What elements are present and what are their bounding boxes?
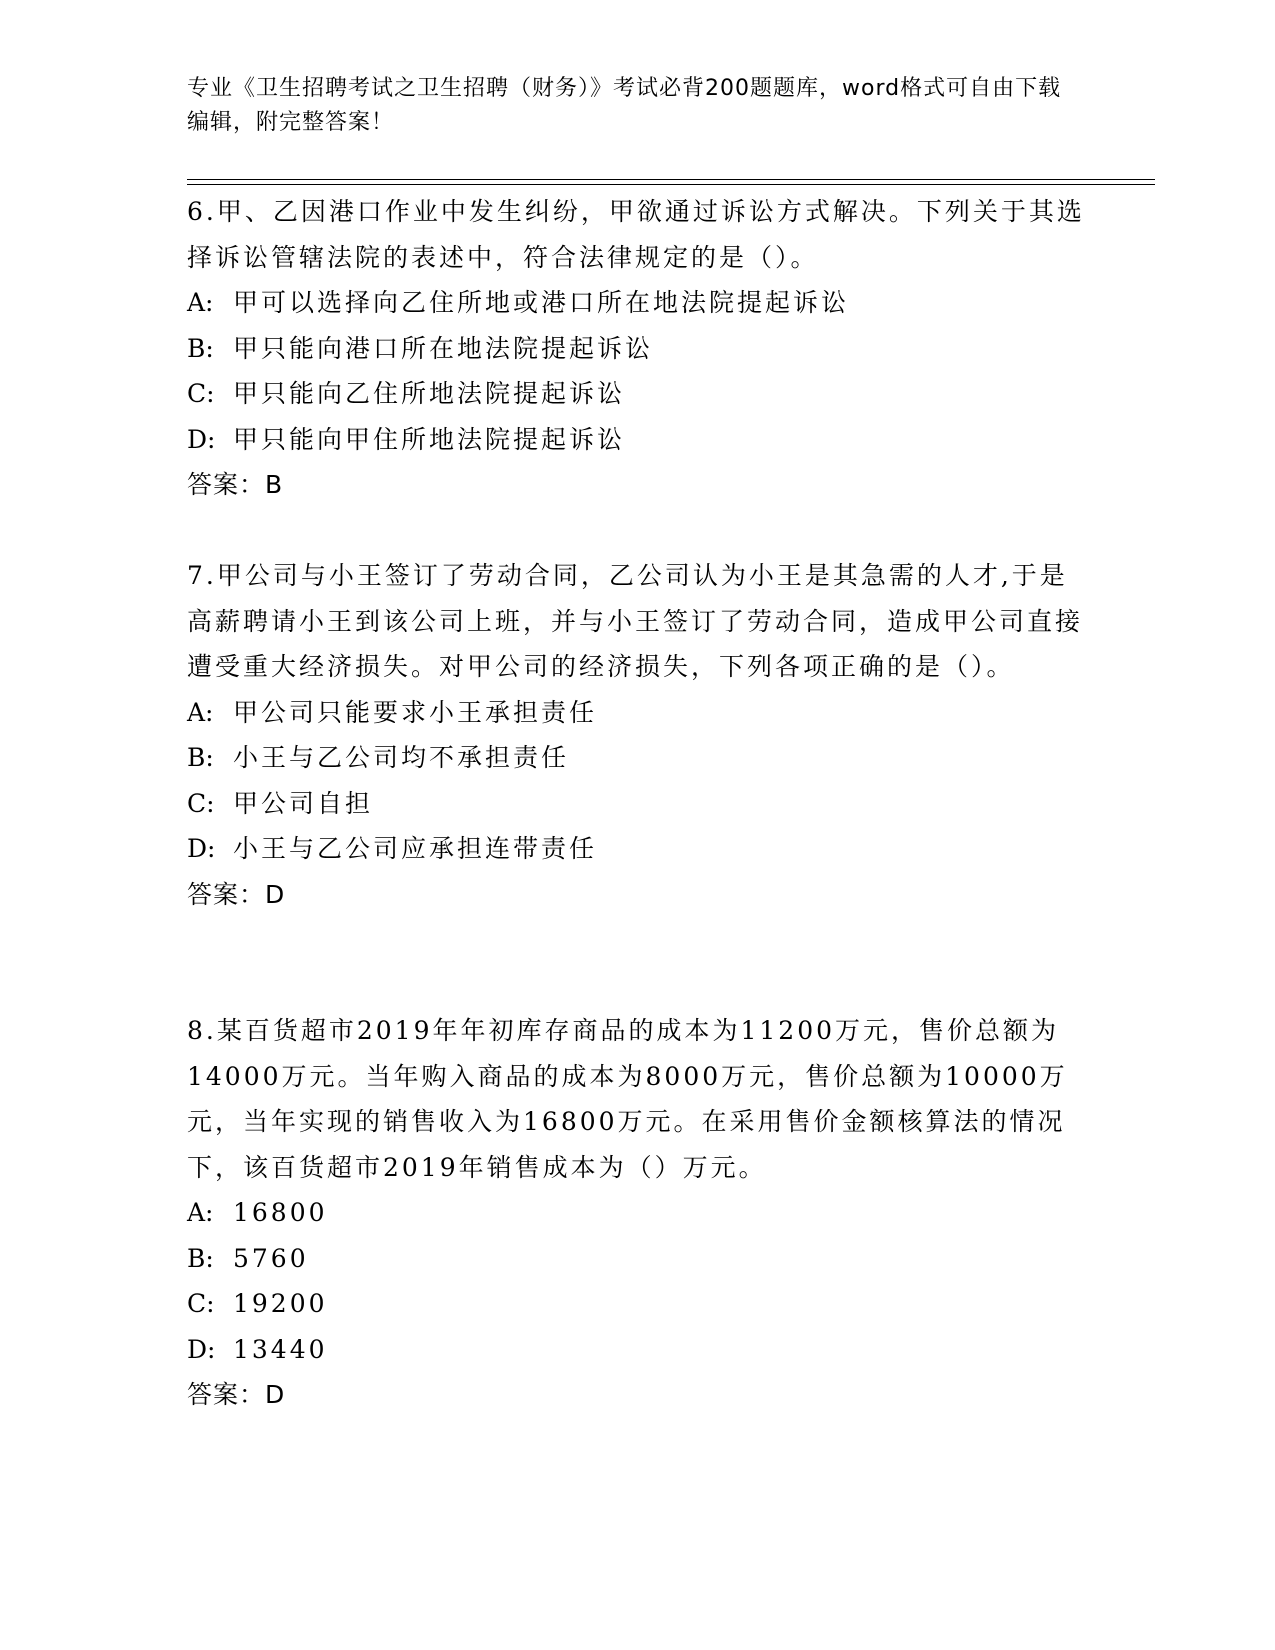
option-letter: B: <box>187 743 214 772</box>
option-text: 小王与乙公司均不承担责任 <box>233 743 570 772</box>
option-letter: A: <box>187 697 214 727</box>
question-7 <box>187 553 1087 917</box>
question-stem: 8.某百货超市2019年年初库存商品的成本为11200万元，售价总额为14000万元。当年购入商品的成本为8000万元，售价总额为10000万元，当年实现的销售收入为16800万元。在采用售价金额核算法的情况下，该百货超市2019年销售成本为（）万元。 <box>187 1016 1068 1182</box>
question-6 <box>187 189 1087 508</box>
option-letter: B: <box>187 1243 214 1273</box>
option-b <box>187 1236 1087 1282</box>
option-d <box>187 1327 1087 1373</box>
option-a <box>187 690 1087 736</box>
option-text: 小王与乙公司应承担连带责任 <box>233 834 598 863</box>
option-text: 13440 <box>233 1334 328 1364</box>
answer-line: 答案：B <box>187 470 284 499</box>
option-text: 19200 <box>233 1289 328 1318</box>
option-text: 甲可以选择向乙住所地或港口所在地法院提起诉讼 <box>233 288 850 317</box>
option-d <box>187 826 1087 872</box>
answer-line: 答案：D <box>187 879 286 909</box>
option-text: 5760 <box>233 1243 309 1273</box>
option-b <box>187 735 1087 781</box>
option-a <box>187 1190 1087 1236</box>
option-text: 甲只能向港口所在地法院提起诉讼 <box>233 333 654 363</box>
option-letter: A: <box>187 1198 214 1227</box>
option-letter: D: <box>187 1334 216 1364</box>
option-text: 16800 <box>233 1198 328 1227</box>
question-stem: 7.甲公司与小王签订了劳动合同，乙公司认为小王是其急需的人才,于是高薪聘请小王到该公司上班，并与小王签订了劳动合同，造成甲公司直接遭受重大经济损失。对甲公司的经济损失，下列各项正确的是（）。 <box>187 561 1084 681</box>
option-letter: A: <box>187 288 214 317</box>
question-8 <box>187 1008 1087 1418</box>
option-letter: D: <box>187 834 216 863</box>
option-letter: D: <box>187 424 216 454</box>
answer-line: 答案：D <box>187 1380 286 1409</box>
option-text: 甲公司只能要求小王承担责任 <box>233 697 598 727</box>
option-letter: C: <box>187 379 215 408</box>
option-c <box>187 371 1087 417</box>
option-text: 甲只能向乙住所地法院提起诉讼 <box>233 379 626 408</box>
option-letter: C: <box>187 1289 215 1318</box>
option-text: 甲只能向甲住所地法院提起诉讼 <box>233 424 626 454</box>
header-divider-top <box>187 179 1155 180</box>
document-header: 专业《卫生招聘考试之卫生招聘（财务）》考试必背200题题库，word格式可自由下载编辑，附完整答案！ <box>187 76 1062 135</box>
option-letter: B: <box>187 333 214 363</box>
option-c <box>187 1281 1087 1327</box>
option-letter: C: <box>187 788 215 818</box>
option-d <box>187 417 1087 463</box>
header-divider-bottom <box>187 184 1155 185</box>
option-c <box>187 781 1087 827</box>
question-stem: 6.甲、乙因港口作业中发生纠纷，甲欲通过诉讼方式解决。下列关于其选择诉讼管辖法院的表述中，符合法律规定的是（）。 <box>187 197 1085 272</box>
option-a <box>187 280 1087 326</box>
option-b <box>187 326 1087 372</box>
option-text: 甲公司自担 <box>233 788 374 818</box>
